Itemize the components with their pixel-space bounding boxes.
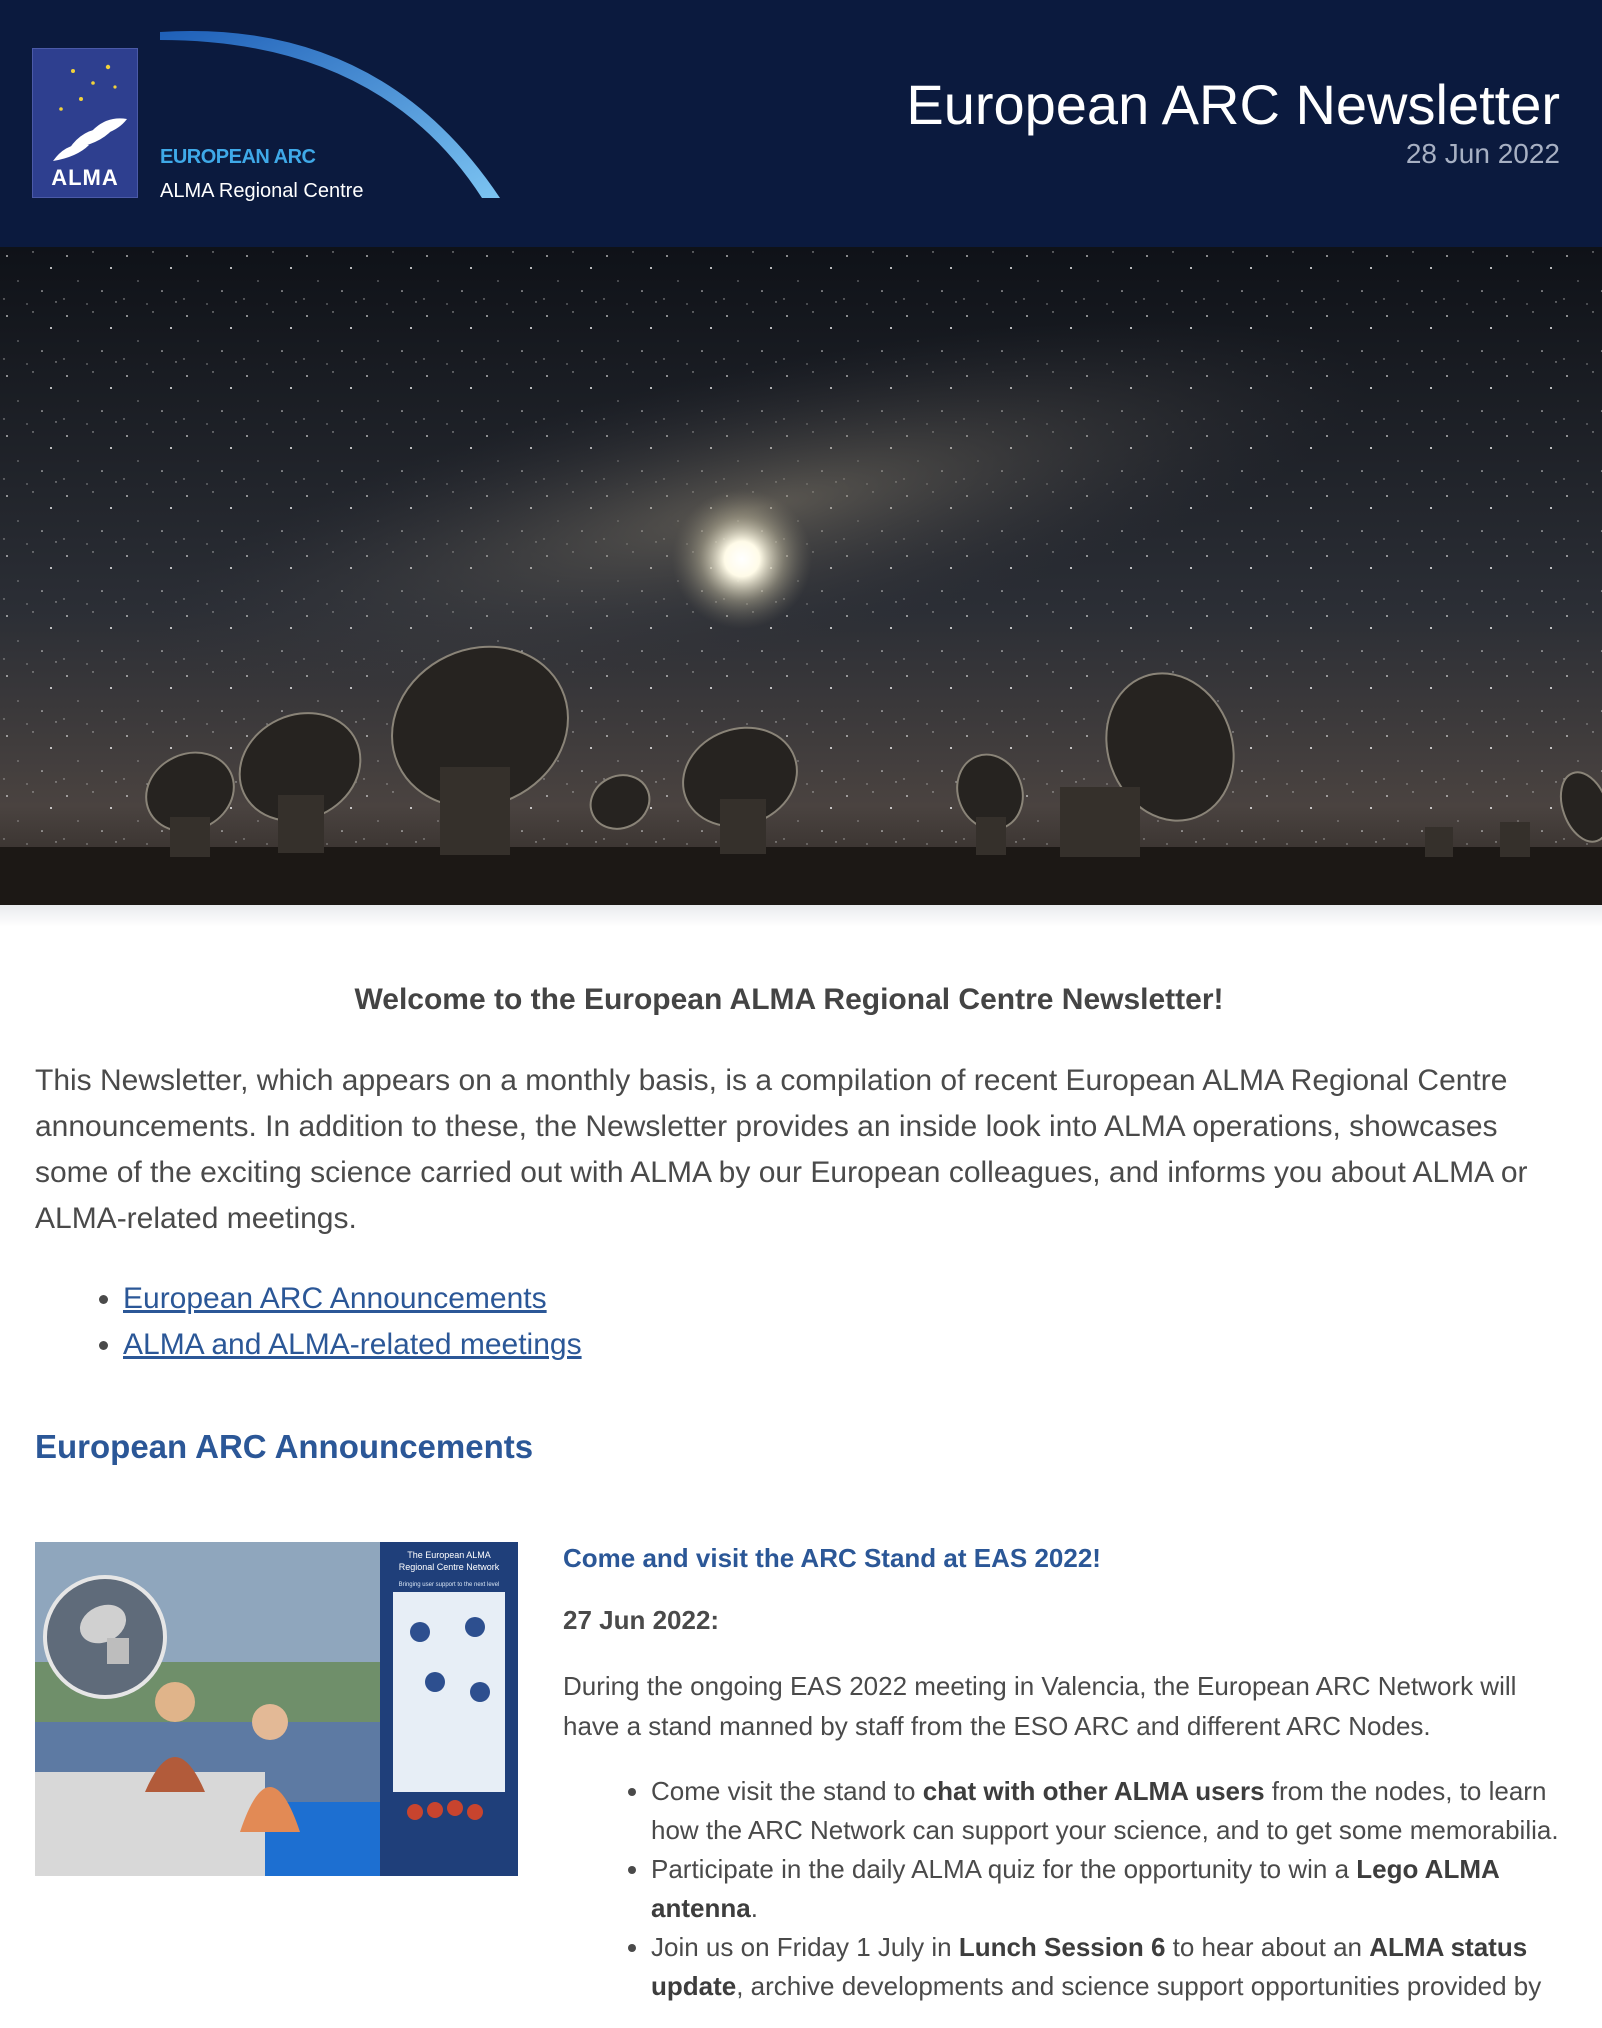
bullet-bold: Lunch Session 6 <box>958 1932 1166 1962</box>
toc-item <box>123 1276 582 1322</box>
logo-regional-centre: ALMA Regional Centre <box>160 180 364 202</box>
newsletter-title: European ARC Newsletter <box>906 73 1560 136</box>
bullet-text: to hear about an <box>1165 1932 1370 1962</box>
bullet-bold: ALMA status update <box>651 1932 1528 2001</box>
newsletter-header <box>0 0 1602 247</box>
bullet-bold: chat with other ALMA users <box>922 1776 1265 1806</box>
toc-item <box>123 1322 582 1368</box>
article-date: 27 Jun 2022: <box>563 1605 720 1635</box>
bullet-text: . <box>750 1893 758 1923</box>
logo-alma-text: ALMA <box>51 165 119 190</box>
bullet-text: Join us on Friday 1 July in <box>651 1932 959 1962</box>
article-photo <box>35 1542 518 1876</box>
logo-arc-icon <box>130 28 510 203</box>
newsletter-date: 28 Jun 2022 <box>1405 138 1560 169</box>
logo-european-arc: EUROPEAN ARC <box>160 146 316 168</box>
article-title[interactable]: Come and visit the ARC Stand at EAS 2022! <box>563 1543 1101 1573</box>
bullet-text: , archive developments and science support opportunities provided by <box>736 1971 1542 2001</box>
poster-subtitle: Bringing user support to the next level <box>398 1582 500 1588</box>
welcome-heading: Welcome to the European ALMA Regional Centre Newsletter! <box>354 983 1224 1016</box>
article <box>563 1540 1568 2006</box>
intro-paragraph: This Newsletter, which appears on a monthly basis, is a compilation of recent European ALMA Regional Centre announcements. In addition to these, the Newsletter provides an inside look into ALMA operations, showcases some of the exciting science carried out with ALMA by our European colleagues, and informs you about ALMA or ALMA-related meetings. <box>35 1064 1528 1235</box>
bullet-text: from the nodes, to learn how the ARC Network can support your science, and to get some memorabilia. <box>651 1776 1559 1845</box>
list-item <box>651 1772 1568 1850</box>
poster-title-line2: Regional Centre Network <box>398 1562 500 1572</box>
hero-image <box>0 247 1602 905</box>
article-bullets <box>563 1772 1568 2006</box>
toc-link-announcements[interactable]: European ARC Announcements <box>123 1282 547 1315</box>
hero-shadow <box>0 905 1602 927</box>
list-item <box>651 1928 1568 2006</box>
bullet-text: Participate in the daily ALMA quiz for the opportunity to win a <box>651 1854 1357 1884</box>
table-of-contents <box>88 1276 582 1368</box>
bullet-bold: Lego ALMA antenna <box>651 1854 1499 1923</box>
bullet-text: Come visit the stand to <box>651 1776 923 1806</box>
section-title: European ARC Announcements <box>35 1428 534 1465</box>
poster-title-line1: The European ALMA <box>407 1550 491 1560</box>
list-item <box>651 1850 1568 1928</box>
article-paragraph: During the ongoing EAS 2022 meeting in Valencia, the European ARC Network will have a stand manned by staff from the ESO ARC and different ARC Nodes. <box>563 1671 1517 1741</box>
alma-logo <box>32 48 138 198</box>
toc-link-meetings[interactable]: ALMA and ALMA-related meetings <box>123 1328 582 1361</box>
